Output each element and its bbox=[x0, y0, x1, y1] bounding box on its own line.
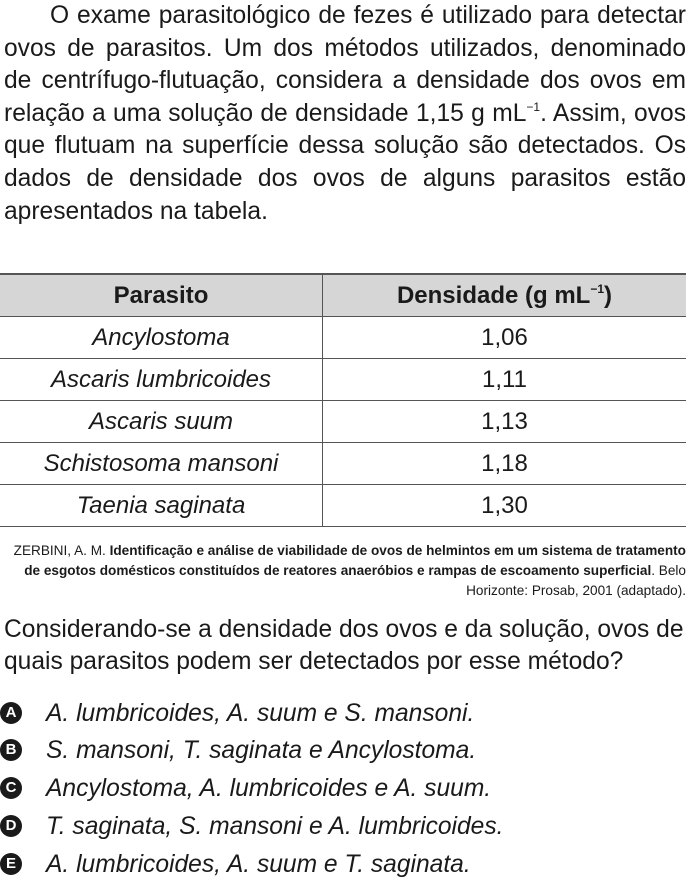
density-cell: 1,13 bbox=[323, 401, 687, 443]
option-c[interactable] bbox=[0, 771, 690, 807]
parasite-cell: Ancylostoma bbox=[0, 317, 323, 359]
option-text: S. mansoni, T. saginata e Ancylostoma. bbox=[46, 737, 477, 764]
option-letter-badge: E bbox=[0, 853, 22, 875]
header-density-close: ) bbox=[604, 281, 613, 309]
option-text: A. lumbricoides, A. suum e S. mansoni. bbox=[46, 700, 475, 727]
option-text: T. saginata, S. mansoni e A. lumbricoides. bbox=[46, 813, 504, 840]
source-title: Identificação e análise de viabilidade de ovos de helmintos em um sistema de tratamento de esgotos domésticos constituídos de reatores anaeróbios e rampas de escoamento superficial bbox=[24, 543, 686, 578]
density-cell: 1,11 bbox=[323, 359, 687, 401]
table-row bbox=[0, 485, 686, 527]
intro-paragraph bbox=[4, 0, 686, 228]
density-table bbox=[0, 273, 686, 527]
option-letter-badge: B bbox=[0, 739, 22, 761]
density-cell: 1,30 bbox=[323, 485, 687, 527]
header-density bbox=[323, 274, 687, 317]
source-citation bbox=[0, 541, 686, 601]
option-d[interactable] bbox=[0, 809, 690, 845]
option-letter-badge: D bbox=[0, 815, 22, 837]
density-cell: 1,06 bbox=[323, 317, 687, 359]
header-parasite: Parasito bbox=[0, 274, 323, 317]
table-header-row bbox=[0, 274, 686, 317]
question-text: Considerando-se a densidade dos ovos e da solução, ovos de quais parasitos podem ser detectados por esse método? bbox=[4, 616, 684, 675]
table-row bbox=[0, 401, 686, 443]
table-row bbox=[0, 317, 686, 359]
option-e[interactable] bbox=[0, 847, 690, 883]
header-density-exponent: −1 bbox=[590, 281, 605, 296]
parasite-cell: Ascaris suum bbox=[0, 401, 323, 443]
intro-text: O exame parasitológico de fezes é utilizado para detectar ovos de parasitos. Um dos métodos utilizados, denominado de centrífugo-flutuação, considera a densidade dos ovos em relação a uma solução de densidade 1,15 g mL bbox=[4, 2, 686, 127]
parasite-cell: Schistosoma mansoni bbox=[0, 443, 323, 485]
source-rest: . Belo Horizonte: Prosab, 2001 (adaptado). bbox=[466, 563, 686, 598]
option-a[interactable] bbox=[0, 696, 690, 732]
table-row bbox=[0, 359, 686, 401]
option-text: Ancylostoma, A. lumbricoides e A. suum. bbox=[46, 775, 492, 802]
parasite-cell: Taenia saginata bbox=[0, 485, 323, 527]
option-letter-badge: A bbox=[0, 702, 22, 724]
option-b[interactable] bbox=[0, 733, 690, 769]
header-density-label: Densidade (g mL bbox=[396, 281, 591, 309]
source-author: ZERBINI, A. M. bbox=[13, 543, 110, 558]
parasite-cell: Ascaris lumbricoides bbox=[0, 359, 323, 401]
option-letter-badge: C bbox=[0, 777, 22, 799]
intro-text-continued: . Assim, ovos que flutuam na superfície dessa solução são detectados. Os dados de densidade dos ovos de alguns parasitos estão apresentados na tabela. bbox=[4, 99, 687, 225]
option-text: A. lumbricoides, A. suum e T. saginata. bbox=[46, 851, 471, 878]
table-row bbox=[0, 443, 686, 485]
density-cell: 1,18 bbox=[323, 443, 687, 485]
intro-unit-exponent: −1 bbox=[526, 99, 541, 114]
